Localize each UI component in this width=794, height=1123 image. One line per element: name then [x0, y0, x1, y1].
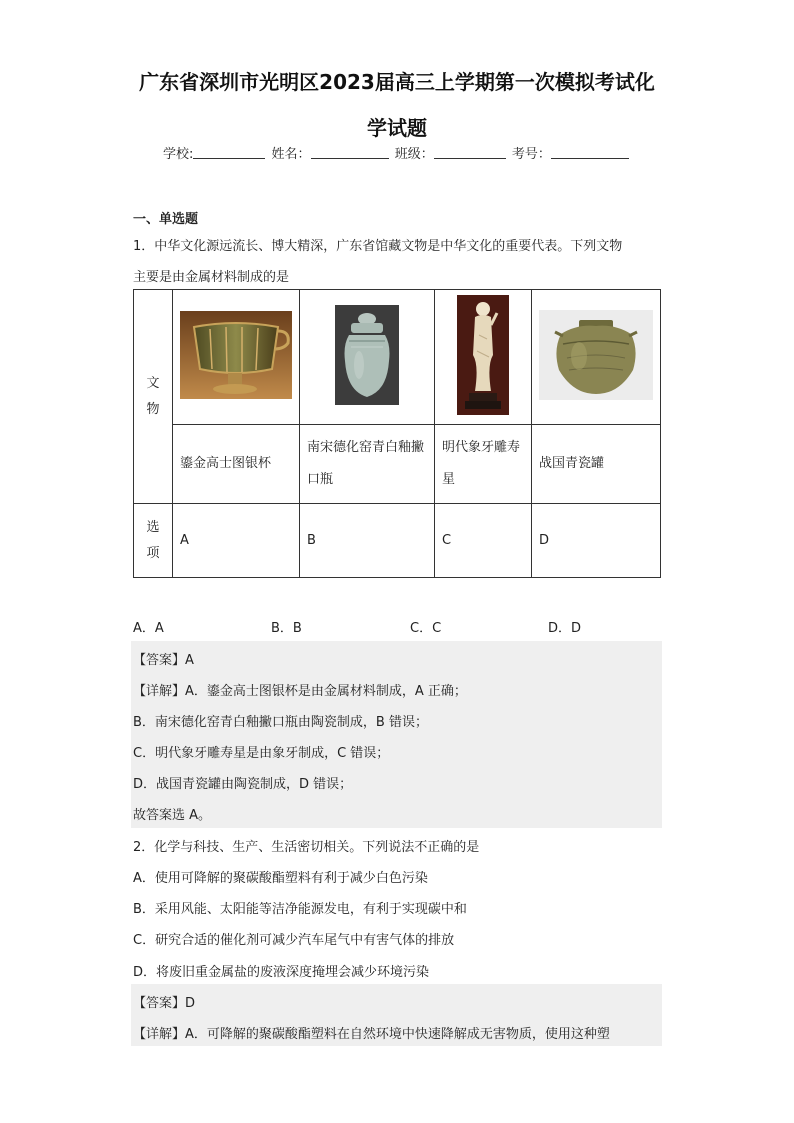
exam-no-blank[interactable] — [551, 146, 629, 159]
artifact-image-cell-d — [532, 290, 661, 425]
artifact-image-cell-c — [435, 290, 532, 425]
artifact-option-b: B — [300, 504, 435, 578]
artifact-option-d: D — [532, 504, 661, 578]
class-label: 班级： — [394, 147, 434, 162]
artifact-option-c: C — [435, 504, 532, 578]
ivory-figure-image — [457, 295, 509, 415]
q1-detail-line1: 【详解】A．鎏金高士图银杯是由金属材料制成，A 正确； — [133, 684, 467, 699]
q2-detail-line1: 【详解】A．可降解的聚碳酸酯塑料在自然环境中快速降解成无害物质，使用这种塑 — [133, 1027, 610, 1042]
celadon-jar-image — [539, 310, 653, 400]
gilded-silver-cup-image — [180, 311, 292, 399]
q1-detail-line4: D．战国青瓷罐由陶瓷制成，D 错误； — [133, 777, 353, 792]
row-head-artifact: 文 物 — [134, 290, 173, 504]
q2-option-b[interactable]: B．采用风能、太阳能等洁净能源发电，有利于实现碳中和 — [133, 902, 467, 917]
artifact-name-a: 鎏金高士图银杯 — [173, 424, 300, 504]
q1-stem-line2: 主要是由金属材料制成的是 — [133, 270, 290, 285]
q1-detail-line2: B．南宋德化窑青白釉撇口瓶由陶瓷制成，B 错误； — [133, 715, 428, 730]
document-title-line1: 广东省深圳市光明区2023届高三上学期第一次模拟考试化 — [139, 70, 655, 94]
artifact-name-d: 战国青瓷罐 — [532, 424, 661, 504]
q1-detail-line3: C．明代象牙雕寿星是由象牙制成，C 错误； — [133, 746, 390, 761]
q1-detail-line5: 故答案选 A。 — [133, 808, 212, 823]
student-info-line — [163, 143, 631, 162]
artifact-image-cell-a — [173, 290, 300, 425]
q2-answer: 【答案】D — [133, 996, 196, 1011]
q1-choice-d[interactable]: D．D — [548, 621, 582, 636]
q2-option-c[interactable]: C．研究合适的催化剂可减少汽车尾气中有害气体的排放 — [133, 933, 455, 948]
row-head-option: 选 项 — [134, 504, 173, 578]
class-blank[interactable] — [434, 146, 506, 159]
celadon-vase-image — [335, 305, 399, 405]
name-blank[interactable] — [311, 146, 389, 159]
q1-stem-line1: 1．中华文化源远流长、博大精深，广东省馆藏文物是中华文化的重要代表。下列文物 — [133, 239, 623, 254]
q1-answer-block — [131, 641, 662, 828]
school-blank[interactable] — [193, 146, 265, 159]
document-title-line2: 学试题 — [367, 116, 427, 140]
q2-option-d[interactable]: D．将废旧重金属盐的废液深度掩埋会减少环境污染 — [133, 965, 430, 980]
q1-choice-b[interactable]: B．B — [271, 621, 302, 636]
q2-stem: 2．化学与科技、生产、生活密切相关。下列说法不正确的是 — [133, 840, 480, 855]
school-label: 学校: — [163, 147, 194, 162]
q1-answer: 【答案】A — [133, 653, 194, 668]
name-label: 姓名： — [271, 147, 311, 162]
artifact-option-a: A — [173, 504, 300, 578]
artifact-image-cell-b — [300, 290, 435, 425]
exam-no-label: 考号： — [511, 147, 551, 162]
q1-choice-a[interactable]: A．A — [133, 621, 164, 636]
artifact-name-b: 南宋德化窑青白釉撇口瓶 — [300, 424, 435, 504]
artifact-name-c: 明代象牙雕寿星 — [435, 424, 532, 504]
q2-option-a[interactable]: A．使用可降解的聚碳酸酯塑料有利于减少白色污染 — [133, 871, 428, 886]
section-heading: 一、单选题 — [133, 212, 199, 227]
q1-choice-c[interactable]: C．C — [410, 621, 442, 636]
artifact-table — [133, 289, 661, 578]
